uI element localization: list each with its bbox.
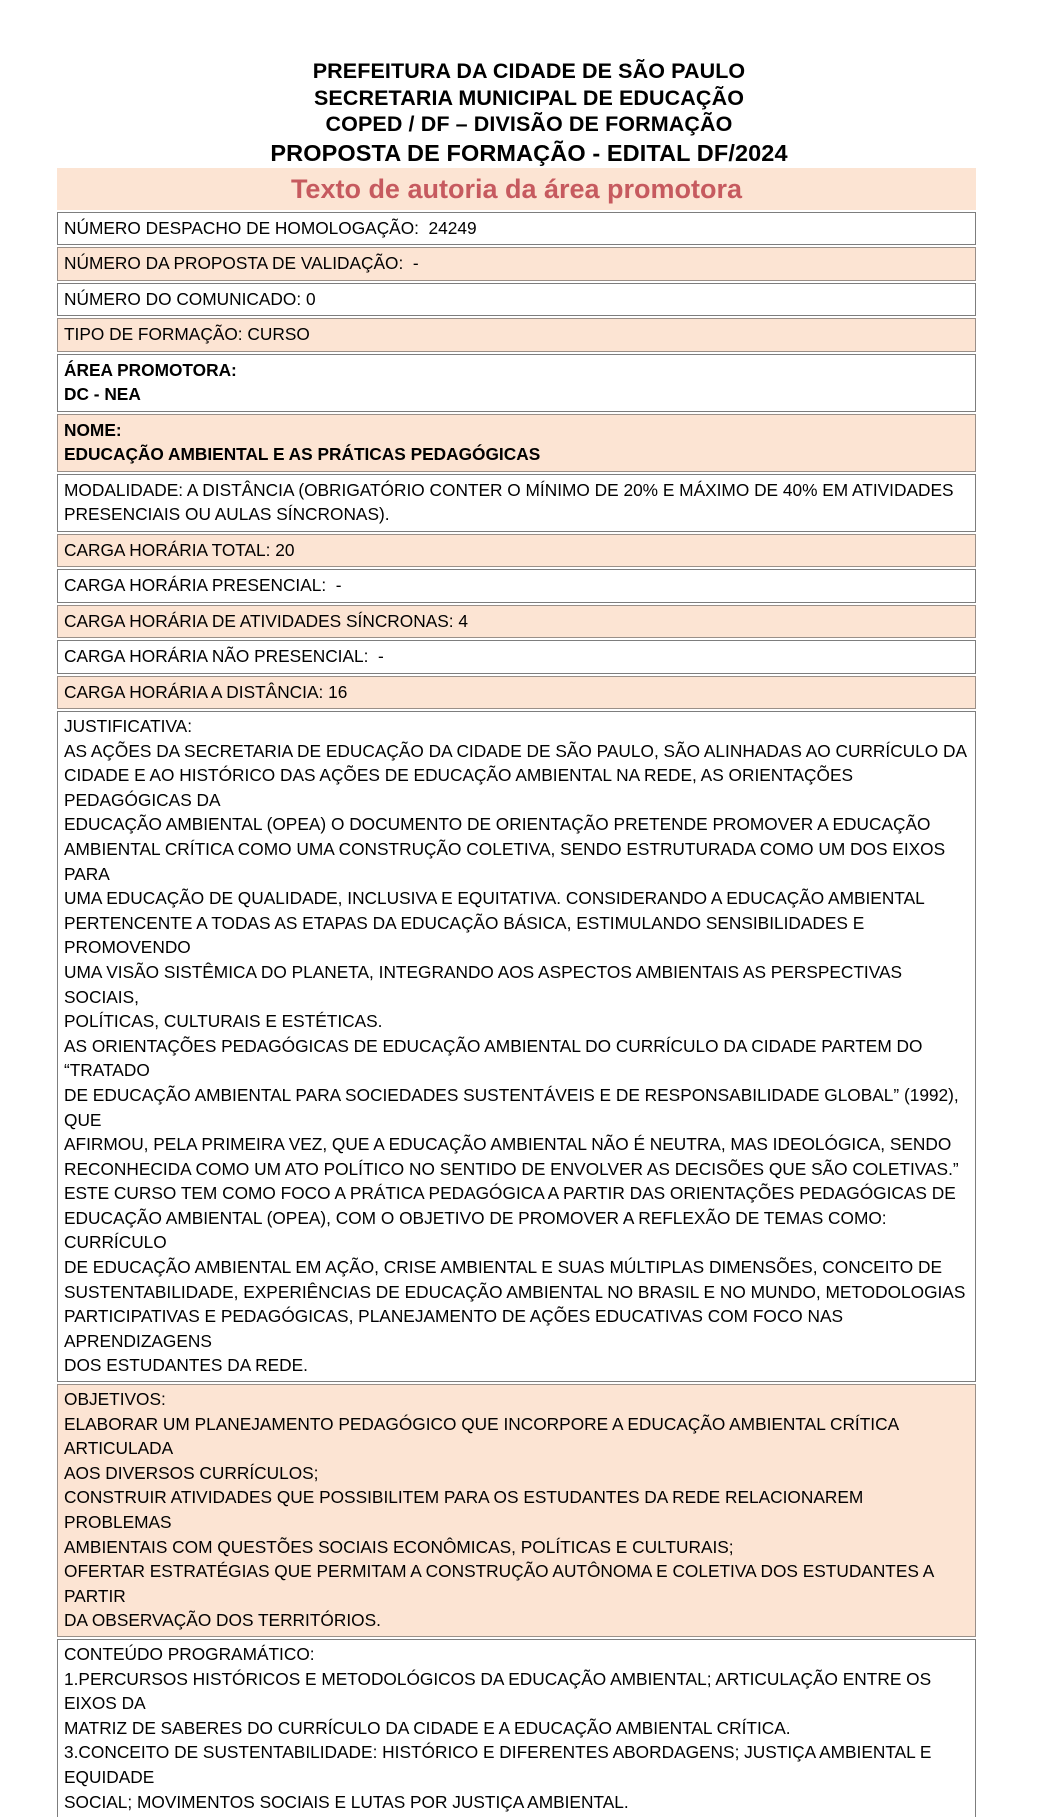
justificativa-line: DOS ESTUDANTES DA REDE. [64,1353,970,1378]
justificativa-line: PERTENCENTE A TODAS AS ETAPAS DA EDUCAÇÃO BÁSICA, ESTIMULANDO SENSIBILIDADES E PROMOVENDO [64,911,970,960]
row-carga-horaria-distancia [57,676,976,710]
header-line-secretaria: SECRETARIA MUNICIPAL DE EDUCAÇÃO [0,85,1058,112]
area-promotora-value: DC - NEA [64,382,970,407]
justificativa-line: EDUCAÇÃO AMBIENTAL (OPEA), COM O OBJETIVO DE PROMOVER A REFLEXÃO DE TEMAS COMO: CURRÍCULO [64,1206,970,1255]
modalidade-line-1: MODALIDADE: A DISTÂNCIA (OBRIGATÓRIO CONTER O MÍNIMO DE 20% E MÁXIMO DE 40% EM ATIVIDADES [64,478,970,503]
conteudo-programatico-line: SOCIAL; MOVIMENTOS SOCIAIS E LUTAS POR JUSTIÇA AMBIENTAL. [64,1790,970,1815]
objetivos-line: DA OBSERVAÇÃO DOS TERRITÓRIOS. [64,1608,970,1633]
row-numero-comunicado [57,283,976,317]
conteudo-programatico-line: MATRIZ DE SABERES DO CURRÍCULO DA CIDADE E A EDUCAÇÃO AMBIENTAL CRÍTICA. [64,1716,970,1741]
justificativa-line: AMBIENTAL CRÍTICA COMO UMA CONSTRUÇÃO COLETIVA, SENDO ESTRUTURADA COMO UM DOS EIXOS PARA [64,837,970,886]
justificativa-line: POLÍTICAS, CULTURAIS E ESTÉTICAS. [64,1009,970,1034]
carga-horaria-sincronas-text: CARGA HORÁRIA DE ATIVIDADES SÍNCRONAS: 4 [64,609,970,634]
row-carga-horaria-presencial [57,569,976,603]
row-numero-proposta-validacao [57,247,976,281]
tipo-formacao-text: TIPO DE FORMAÇÃO: CURSO [64,322,970,347]
objetivos-line: AOS DIVERSOS CURRÍCULOS; [64,1461,970,1486]
justificativa-line: ESTE CURSO TEM COMO FOCO A PRÁTICA PEDAGÓGICA A PARTIR DAS ORIENTAÇÕES PEDAGÓGICAS DE [64,1181,970,1206]
row-modalidade [57,474,976,532]
nome-value: EDUCAÇÃO AMBIENTAL E AS PRÁTICAS PEDAGÓGICAS [64,442,970,467]
header-line-proposta: PROPOSTA DE FORMAÇÃO - EDITAL DF/2024 [0,138,1058,168]
justificativa-line: AS ORIENTAÇÕES PEDAGÓGICAS DE EDUCAÇÃO AMBIENTAL DO CURRÍCULO DA CIDADE PARTEM DO “TRATADO [64,1034,970,1083]
row-area-promotora [57,354,976,412]
banner-texto-autoria: Texto de autoria da área promotora [57,168,976,210]
objetivos-line: ELABORAR UM PLANEJAMENTO PEDAGÓGICO QUE INCORPORE A EDUCAÇÃO AMBIENTAL CRÍTICA ARTICULADA [64,1412,970,1461]
justificativa-line: PARTICIPATIVAS E PEDAGÓGICAS, PLANEJAMENTO DE AÇÕES EDUCATIVAS COM FOCO NAS APRENDIZAGENS [64,1304,970,1353]
justificativa-line: EDUCAÇÃO AMBIENTAL (OPEA) O DOCUMENTO DE ORIENTAÇÃO PRETENDE PROMOVER A EDUCAÇÃO [64,812,970,837]
conteudo-programatico-line: 1.PERCURSOS HISTÓRICOS E METODOLÓGICOS DA EDUCAÇÃO AMBIENTAL; ARTICULAÇÃO ENTRE OS EIXOS DA [64,1667,970,1716]
area-promotora-label: ÁREA PROMOTORA: [64,358,970,383]
row-numero-despacho [57,212,976,246]
proposal-form-table [57,168,976,1817]
nome-label: NOME: [64,418,970,443]
justificativa-line: CIDADE E AO HISTÓRICO DAS AÇÕES DE EDUCAÇÃO AMBIENTAL NA REDE, AS ORIENTAÇÕES PEDAGÓGICAS DA [64,763,970,812]
header-line-coped: COPED / DF – DIVISÃO DE FORMAÇÃO [0,111,1058,138]
justificativa-line: SUSTENTABILIDADE, EXPERIÊNCIAS DE EDUCAÇÃO AMBIENTAL NO BRASIL E NO MUNDO, METODOLOGIAS [64,1280,970,1305]
justificativa-line: RECONHECIDA COMO UM ATO POLÍTICO NO SENTIDO DE ENVOLVER AS DECISÕES QUE SÃO COLETIVAS.” [64,1157,970,1182]
objetivos-label: OBJETIVOS: [64,1387,970,1412]
justificativa-line: DE EDUCAÇÃO AMBIENTAL EM AÇÃO, CRISE AMBIENTAL E SUAS MÚLTIPLAS DIMENSÕES, CONCEITO DE [64,1255,970,1280]
conteudo-programatico-line: 3.CONCEITO DE SUSTENTABILIDADE: HISTÓRICO E DIFERENTES ABORDAGENS; JUSTIÇA AMBIENTAL E EQUIDADE [64,1740,970,1789]
justificativa-line: UMA EDUCAÇÃO DE QUALIDADE, INCLUSIVA E EQUITATIVA. CONSIDERANDO A EDUCAÇÃO AMBIENTAL [64,886,970,911]
carga-horaria-distancia-text: CARGA HORÁRIA A DISTÂNCIA: 16 [64,680,970,705]
justificativa-line: AFIRMOU, PELA PRIMEIRA VEZ, QUE A EDUCAÇÃO AMBIENTAL NÃO É NEUTRA, MAS IDEOLÓGICA, SENDO [64,1132,970,1157]
justificativa-line: UMA VISÃO SISTÊMICA DO PLANETA, INTEGRANDO AOS ASPECTOS AMBIENTAIS AS PERSPECTIVAS SOCIAIS, [64,960,970,1009]
row-nome [57,414,976,472]
conteudo-programatico-label: CONTEÚDO PROGRAMÁTICO: [64,1642,970,1667]
carga-horaria-nao-presencial-text: CARGA HORÁRIA NÃO PRESENCIAL: - [64,644,970,669]
document-header [0,0,1058,168]
objetivos-line: OFERTAR ESTRATÉGIAS QUE PERMITAM A CONSTRUÇÃO AUTÔNOMA E COLETIVA DOS ESTUDANTES A PARTIR [64,1559,970,1608]
carga-horaria-total-text: CARGA HORÁRIA TOTAL: 20 [64,538,970,563]
row-conteudo-programatico [57,1639,976,1817]
objetivos-line: CONSTRUIR ATIVIDADES QUE POSSIBILITEM PARA OS ESTUDANTES DA REDE RELACIONAREM PROBLEMAS [64,1485,970,1534]
numero-comunicado-text: NÚMERO DO COMUNICADO: 0 [64,287,970,312]
numero-despacho-text: NÚMERO DESPACHO DE HOMOLOGAÇÃO: 24249 [64,216,970,241]
row-carga-horaria-sincronas [57,605,976,639]
row-carga-horaria-nao-presencial [57,640,976,674]
carga-horaria-presencial-text: CARGA HORÁRIA PRESENCIAL: - [64,573,970,598]
header-line-prefeitura: PREFEITURA DA CIDADE DE SÃO PAULO [0,58,1058,85]
row-carga-horaria-total [57,534,976,568]
modalidade-line-2: PRESENCIAIS OU AULAS SÍNCRONAS). [64,502,970,527]
row-objetivos [57,1384,976,1637]
justificativa-line: AS AÇÕES DA SECRETARIA DE EDUCAÇÃO DA CIDADE DE SÃO PAULO, SÃO ALINHADAS AO CURRÍCULO DA [64,739,970,764]
objetivos-line: AMBIENTAIS COM QUESTÕES SOCIAIS ECONÔMICAS, POLÍTICAS E CULTURAIS; [64,1535,970,1560]
justificativa-line: DE EDUCAÇÃO AMBIENTAL PARA SOCIEDADES SUSTENTÁVEIS E DE RESPONSABILIDADE GLOBAL” (1992), QUE [64,1083,970,1132]
justificativa-label: JUSTIFICATIVA: [64,714,970,739]
numero-proposta-validacao-text: NÚMERO DA PROPOSTA DE VALIDAÇÃO: - [64,251,970,276]
row-tipo-formacao [57,318,976,352]
row-justificativa [57,711,976,1382]
